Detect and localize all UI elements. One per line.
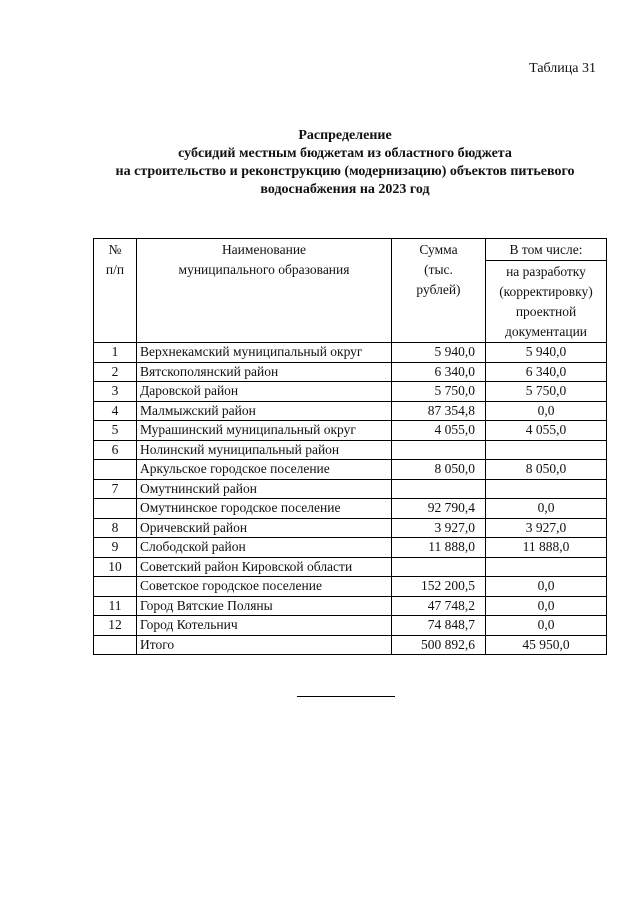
row-name: Омутнинский район [137,479,392,499]
table-row [94,499,607,519]
table-row [94,577,607,597]
row-name: Город Котельнич [137,616,392,636]
col-header-name [137,239,392,343]
row-number: 7 [94,479,137,499]
row-number: 6 [94,440,137,460]
row-sum [392,440,486,460]
col-header-design-docs-line3: проектной [515,304,577,319]
row-number: 9 [94,538,137,558]
row-design-docs: 5 750,0 [486,382,607,402]
table-row [94,343,607,363]
row-number: 3 [94,382,137,402]
col-header-number-line1: № [108,242,122,257]
row-design-docs: 0,0 [486,596,607,616]
row-sum: 3 927,0 [392,518,486,538]
table-row [94,557,607,577]
row-name: Город Вятские Поляны [137,596,392,616]
row-name: Даровской район [137,382,392,402]
heading-line-1: Распределение [298,128,392,143]
row-sum: 47 748,2 [392,596,486,616]
total-row [94,635,607,655]
row-number [94,577,137,597]
table-row [94,401,607,421]
row-sum [392,557,486,577]
row-design-docs: 11 888,0 [486,538,607,558]
table-row [94,616,607,636]
total-sum: 500 892,6 [392,635,486,655]
row-name: Мурашинский муниципальный округ [137,421,392,441]
row-sum: 8 050,0 [392,460,486,480]
col-header-design-docs-line4: документации [504,324,588,339]
row-design-docs [486,557,607,577]
row-name: Слободской район [137,538,392,558]
heading-line-3: на строительство и реконструкцию (модернизацию) объектов питьевого [115,164,575,179]
col-header-sum [392,239,486,343]
heading-line-4: водоснабжения на 2023 год [260,182,430,197]
distribution-table [93,238,607,655]
row-design-docs: 5 940,0 [486,343,607,363]
table-row [94,382,607,402]
row-number: 11 [94,596,137,616]
row-design-docs: 0,0 [486,616,607,636]
table-body [94,343,607,655]
col-header-sum-line3: рублей) [416,282,461,297]
col-header-sum-line1: Сумма [419,242,458,257]
closing-separator-line [297,696,395,697]
row-name: Нолинский муниципальный район [137,440,392,460]
row-sum: 92 790,4 [392,499,486,519]
row-name: Верхнекамский муниципальный округ [137,343,392,363]
row-number: 1 [94,343,137,363]
row-name: Советский район Кировской области [137,557,392,577]
col-header-sum-line2: (тыс. [424,262,453,277]
row-name: Аркульское городское поселение [137,460,392,480]
table-row [94,440,607,460]
row-design-docs: 0,0 [486,577,607,597]
row-sum: 5 750,0 [392,382,486,402]
row-design-docs: 3 927,0 [486,518,607,538]
row-name: Вятскополянский район [137,362,392,382]
row-design-docs: 4 055,0 [486,421,607,441]
col-header-number-line2: п/п [105,262,125,277]
row-sum: 5 940,0 [392,343,486,363]
row-sum: 6 340,0 [392,362,486,382]
row-design-docs [486,479,607,499]
row-sum: 74 848,7 [392,616,486,636]
col-header-name-line2: муниципального образования [178,262,350,277]
row-name: Советское городское поселение [137,577,392,597]
table-number-label: Таблица 31 [529,61,596,76]
row-design-docs: 0,0 [486,499,607,519]
row-number: 10 [94,557,137,577]
col-header-including: В том числе: [486,239,607,261]
table-row [94,479,607,499]
row-number [94,460,137,480]
row-number: 4 [94,401,137,421]
col-header-design-docs [486,261,607,343]
row-number: 12 [94,616,137,636]
total-design-docs: 45 950,0 [486,635,607,655]
row-name: Оричевский район [137,518,392,538]
row-number: 8 [94,518,137,538]
row-name: Малмыжский район [137,401,392,421]
row-design-docs: 8 050,0 [486,460,607,480]
row-sum: 152 200,5 [392,577,486,597]
table-row [94,538,607,558]
row-sum [392,479,486,499]
table-row [94,460,607,480]
row-number [94,499,137,519]
total-label: Итого [137,635,392,655]
row-sum: 11 888,0 [392,538,486,558]
row-number: 2 [94,362,137,382]
row-name: Омутнинское городское поселение [137,499,392,519]
table-row [94,362,607,382]
col-header-name-line1: Наименование [221,242,307,257]
document-heading [80,127,610,199]
total-number [94,635,137,655]
row-sum: 4 055,0 [392,421,486,441]
row-sum: 87 354,8 [392,401,486,421]
col-header-design-docs-line1: на разработку [506,264,586,279]
heading-line-2: субсидий местным бюджетам из областного бюджета [178,146,512,161]
table-row [94,518,607,538]
col-header-design-docs-line2: (корректировку) [499,284,593,299]
row-design-docs [486,440,607,460]
col-header-number [94,239,137,343]
row-number: 5 [94,421,137,441]
row-design-docs: 0,0 [486,401,607,421]
table-row [94,421,607,441]
table-row [94,596,607,616]
row-design-docs: 6 340,0 [486,362,607,382]
